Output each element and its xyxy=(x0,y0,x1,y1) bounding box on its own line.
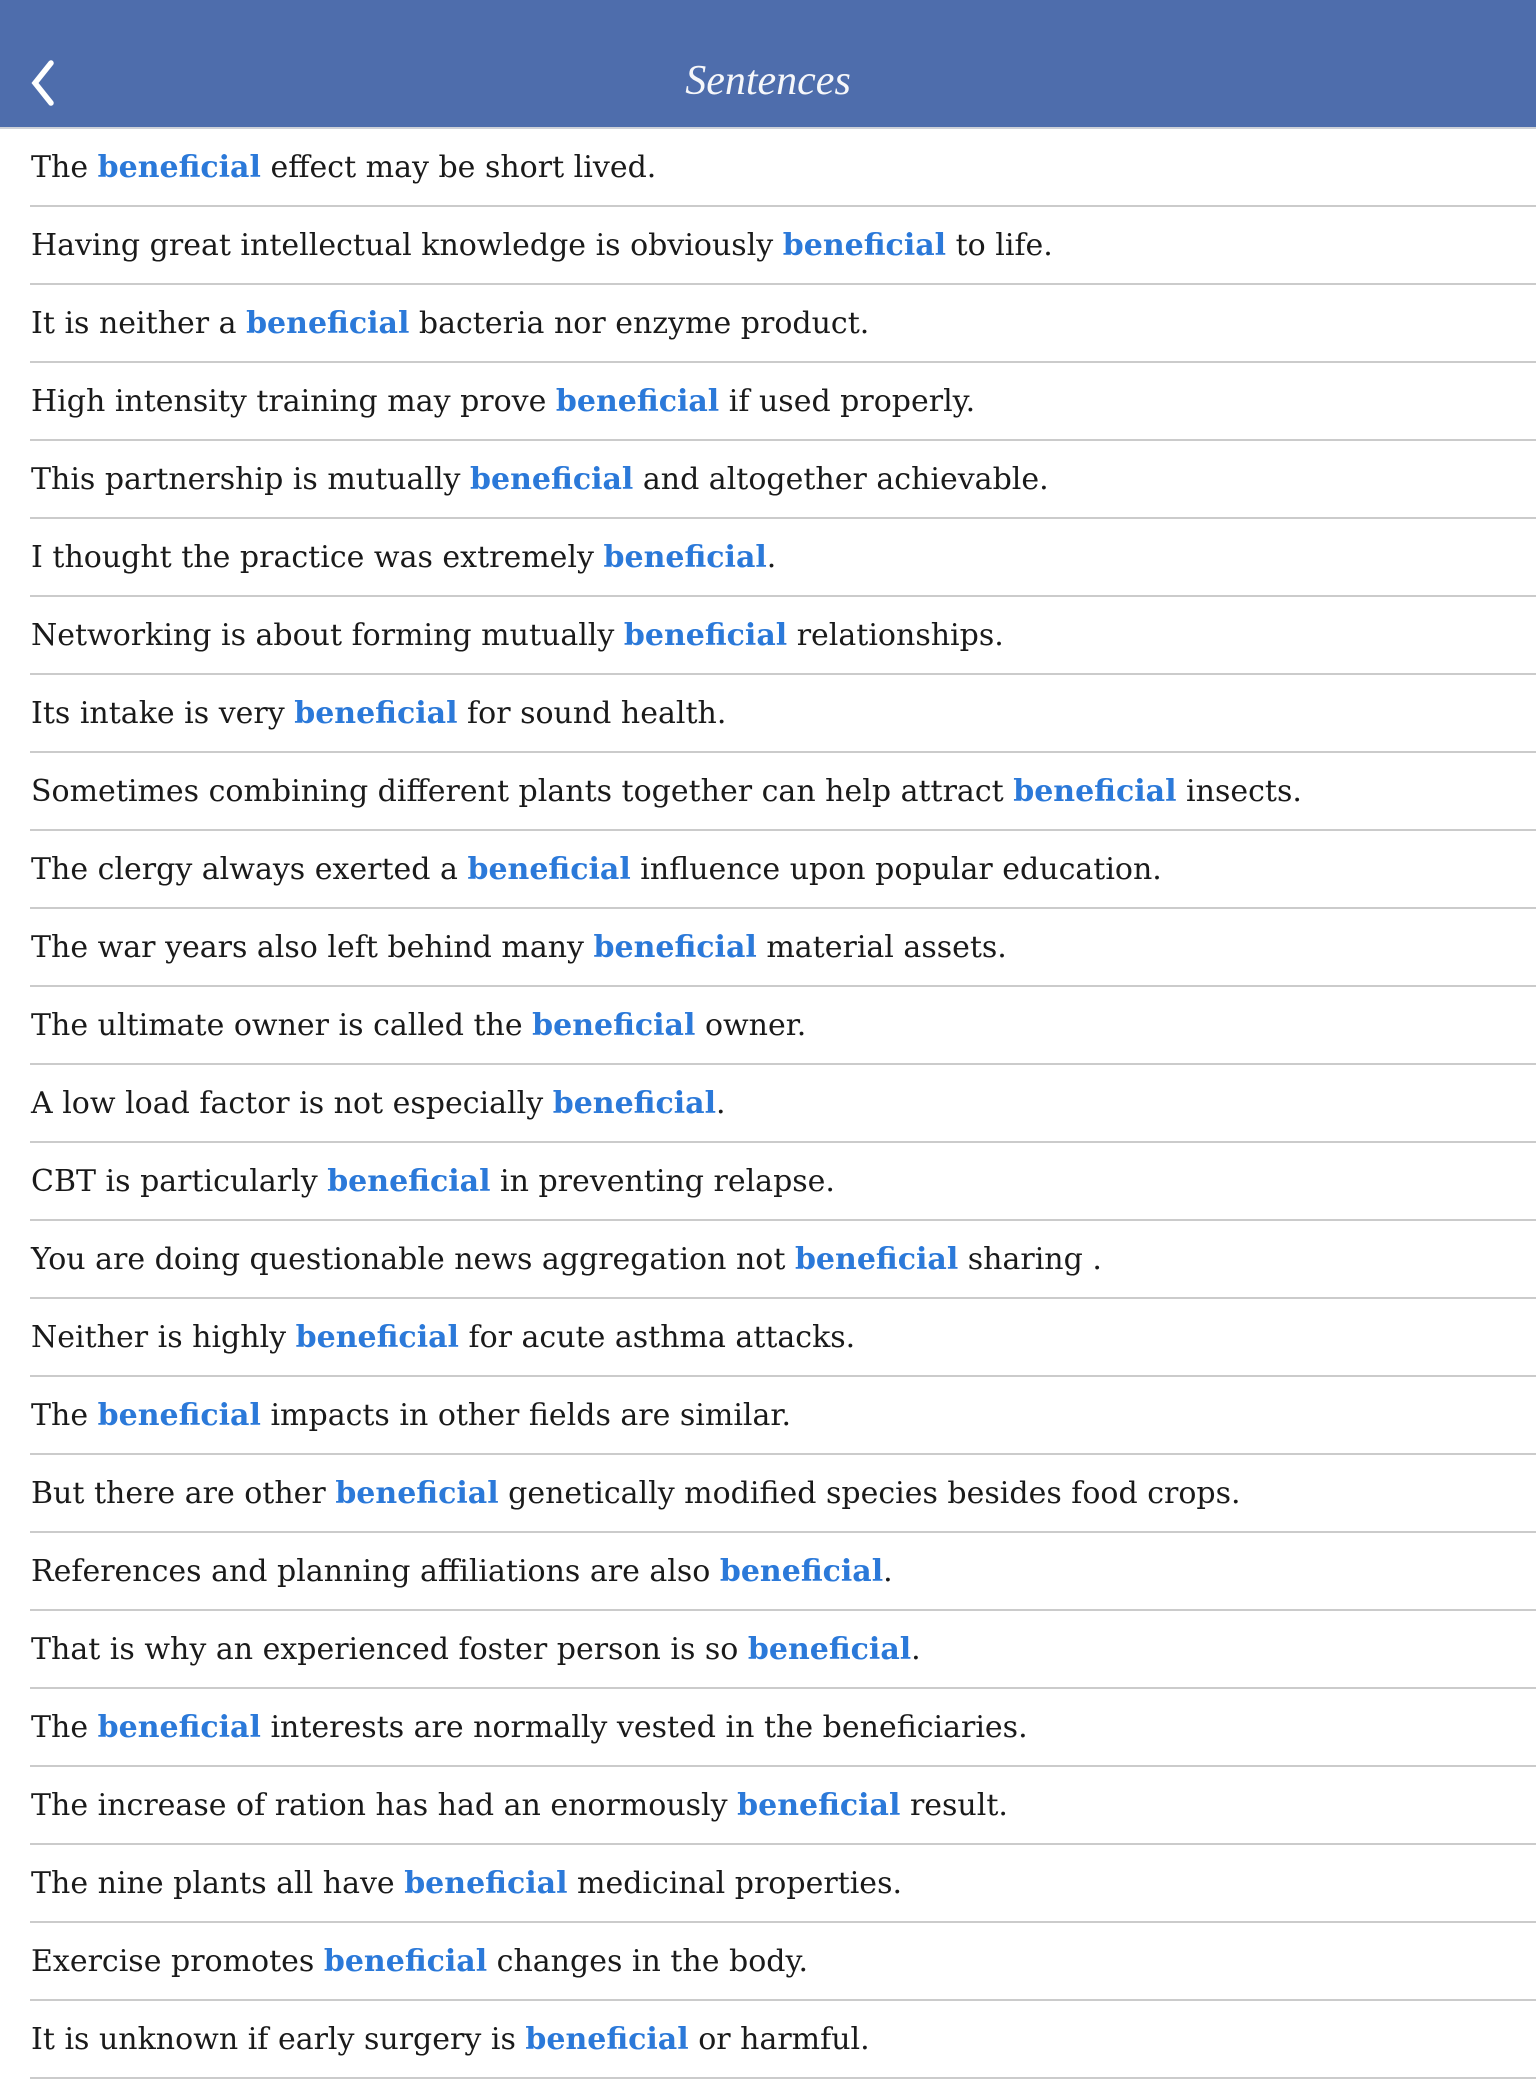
sentence-text xyxy=(30,1165,835,1198)
sentence-text-before: I thought the practice was extremely xyxy=(31,539,604,575)
sentence-text-before: Networking is about forming mutually xyxy=(31,617,624,653)
sentence-text-after: result. xyxy=(900,1787,1008,1823)
sentence-text-after: in preventing relapse. xyxy=(490,1163,835,1199)
sentence-text-after: interests are normally vested in the beneficiaries. xyxy=(260,1709,1028,1745)
sentence-text-after: . xyxy=(766,539,777,575)
sentence-text xyxy=(30,1087,726,1120)
sentence-text xyxy=(30,619,1004,652)
sentence-text-before: But there are other xyxy=(31,1475,336,1511)
sentence-text xyxy=(30,229,1053,262)
sentence-text-before: The xyxy=(31,149,98,185)
keyword-highlight: beneficial xyxy=(404,1865,568,1901)
sentence-text-before: Exercise promotes xyxy=(31,1943,324,1979)
sentence-list xyxy=(0,129,1536,2079)
sentence-row[interactable] xyxy=(30,1221,1536,1299)
sentence-row[interactable] xyxy=(30,1767,1536,1845)
sentence-text-before: CBT is particularly xyxy=(31,1163,328,1199)
sentence-text xyxy=(30,541,776,574)
sentence-text xyxy=(30,853,1162,886)
sentence-text xyxy=(30,2023,870,2056)
sentence-text-before: That is why an experienced foster person is so xyxy=(31,1631,748,1667)
sentence-text-after: medicinal properties. xyxy=(567,1865,902,1901)
sentence-text-after: impacts in other fields are similar. xyxy=(260,1397,791,1433)
sentence-text-after: material assets. xyxy=(756,929,1007,965)
keyword-highlight: beneficial xyxy=(97,149,261,185)
sentence-text xyxy=(30,1555,893,1588)
sentence-text xyxy=(30,775,1302,808)
sentence-row[interactable] xyxy=(30,1143,1536,1221)
sentence-text-before: Having great intellectual knowledge is obviously xyxy=(31,227,783,263)
sentence-text-after: influence upon popular education. xyxy=(630,851,1162,887)
sentence-text xyxy=(30,385,975,418)
sentence-row[interactable] xyxy=(30,441,1536,519)
sentence-row[interactable] xyxy=(30,597,1536,675)
sentence-text-after: sharing . xyxy=(958,1241,1102,1277)
keyword-highlight: beneficial xyxy=(794,1241,959,1277)
sentence-text-after: . xyxy=(883,1553,893,1589)
sentence-text-after: relationships. xyxy=(787,617,1004,653)
sentence-text-before: The ultimate owner is called the xyxy=(31,1007,533,1043)
sentence-text-before: The clergy always exerted a xyxy=(31,851,468,887)
sentence-text xyxy=(30,463,1049,496)
sentence-row[interactable] xyxy=(30,1065,1536,1143)
sentence-text-after: changes in the body. xyxy=(487,1943,808,1979)
keyword-highlight: beneficial xyxy=(1013,773,1177,809)
sentence-row[interactable] xyxy=(30,519,1536,597)
sentence-text-before: This partnership is mutually xyxy=(31,461,471,497)
sentence-text xyxy=(30,1789,1008,1822)
sentence-text-before: The xyxy=(31,1397,98,1433)
keyword-highlight: beneficial xyxy=(470,461,634,497)
sentence-text xyxy=(30,1321,855,1354)
keyword-highlight: beneficial xyxy=(593,929,757,965)
sentence-text xyxy=(30,931,1007,964)
keyword-highlight: beneficial xyxy=(623,617,788,653)
sentence-text-before: Its intake is very xyxy=(31,695,295,731)
keyword-highlight: beneficial xyxy=(335,1475,499,1511)
sentence-text xyxy=(30,1477,1241,1510)
sentence-row[interactable] xyxy=(30,987,1536,1065)
sentence-text-after: effect may be short lived. xyxy=(260,149,657,185)
sentence-text-before: It is unknown if early surgery is xyxy=(31,2021,526,2057)
sentence-text-after: for acute asthma attacks. xyxy=(458,1319,856,1355)
sentence-text xyxy=(30,1399,791,1432)
sentence-row[interactable] xyxy=(30,831,1536,909)
sentence-text-before: You are doing questionable news aggregation not xyxy=(31,1241,795,1277)
sentence-row[interactable] xyxy=(30,1455,1536,1533)
sentence-row[interactable] xyxy=(30,285,1536,363)
sentence-text xyxy=(30,697,726,730)
sentence-text-after: and altogether achievable. xyxy=(633,461,1049,497)
sentence-text-before: High intensity training may prove xyxy=(31,383,556,419)
sentence-row[interactable] xyxy=(30,1611,1536,1689)
sentence-text-after: genetically modified species besides food crops. xyxy=(498,1475,1241,1511)
sentence-row[interactable] xyxy=(30,129,1536,207)
sentence-row[interactable] xyxy=(30,1923,1536,2001)
sentence-text-after: to life. xyxy=(946,227,1053,263)
sentence-row[interactable] xyxy=(30,909,1536,987)
sentence-text-before: The nine plants all have xyxy=(31,1865,405,1901)
page-title: Sentences xyxy=(685,58,851,104)
sentence-row[interactable] xyxy=(30,207,1536,285)
keyword-highlight: beneficial xyxy=(525,2021,689,2057)
sentence-text xyxy=(30,1009,806,1042)
sentence-text xyxy=(30,307,869,340)
sentence-row[interactable] xyxy=(30,675,1536,753)
sentence-row[interactable] xyxy=(30,1299,1536,1377)
sentence-text xyxy=(30,1945,808,1978)
sentence-text-before: Sometimes combining different plants together can help attract xyxy=(31,773,1014,809)
keyword-highlight: beneficial xyxy=(294,695,458,731)
keyword-highlight: beneficial xyxy=(555,383,720,419)
sentence-text-after: if used properly. xyxy=(719,383,976,419)
keyword-highlight: beneficial xyxy=(467,851,631,887)
keyword-highlight: beneficial xyxy=(323,1943,488,1979)
sentence-row[interactable] xyxy=(30,2001,1536,2079)
sentence-text-before: References and planning affiliations are also xyxy=(31,1553,720,1589)
sentence-text-before: The war years also left behind many xyxy=(31,929,594,965)
sentence-text-after: insects. xyxy=(1176,773,1302,809)
keyword-highlight: beneficial xyxy=(97,1397,261,1433)
keyword-highlight: beneficial xyxy=(747,1631,912,1667)
keyword-highlight: beneficial xyxy=(327,1163,491,1199)
keyword-highlight: beneficial xyxy=(295,1319,459,1355)
sentence-text-before: A low load factor is not especially xyxy=(31,1085,553,1121)
sentence-row[interactable] xyxy=(30,363,1536,441)
keyword-highlight: beneficial xyxy=(532,1007,696,1043)
sentence-text-before: It is neither a xyxy=(31,305,247,341)
sentence-text-before: The xyxy=(31,1709,98,1745)
sentence-text-after: for sound health. xyxy=(457,695,727,731)
sentence-text xyxy=(30,1711,1028,1744)
navigation-bar xyxy=(0,0,1536,129)
keyword-highlight: beneficial xyxy=(97,1709,261,1745)
sentence-text-before: The increase of ration has had an enormously xyxy=(31,1787,738,1823)
keyword-highlight: beneficial xyxy=(246,305,410,341)
keyword-highlight: beneficial xyxy=(737,1787,901,1823)
keyword-highlight: beneficial xyxy=(719,1553,884,1589)
sentence-text xyxy=(30,151,656,184)
sentence-text-before: Neither is highly xyxy=(31,1319,296,1355)
sentence-row[interactable] xyxy=(30,1845,1536,1923)
sentence-text-after: . xyxy=(911,1631,921,1667)
keyword-highlight: beneficial xyxy=(552,1085,716,1121)
sentence-row[interactable] xyxy=(30,1533,1536,1611)
keyword-highlight: beneficial xyxy=(603,539,767,575)
sentence-text xyxy=(30,1867,902,1900)
sentence-text xyxy=(30,1243,1102,1276)
sentence-text-after: bacteria nor enzyme product. xyxy=(409,305,870,341)
sentence-text-after: or harmful. xyxy=(688,2021,870,2057)
keyword-highlight: beneficial xyxy=(782,227,947,263)
sentence-row[interactable] xyxy=(30,753,1536,831)
sentence-text-after: owner. xyxy=(695,1007,807,1043)
sentence-row[interactable] xyxy=(30,1377,1536,1455)
sentence-text xyxy=(30,1633,921,1666)
sentence-row[interactable] xyxy=(30,1689,1536,1767)
sentence-text-after: . xyxy=(716,1085,726,1121)
